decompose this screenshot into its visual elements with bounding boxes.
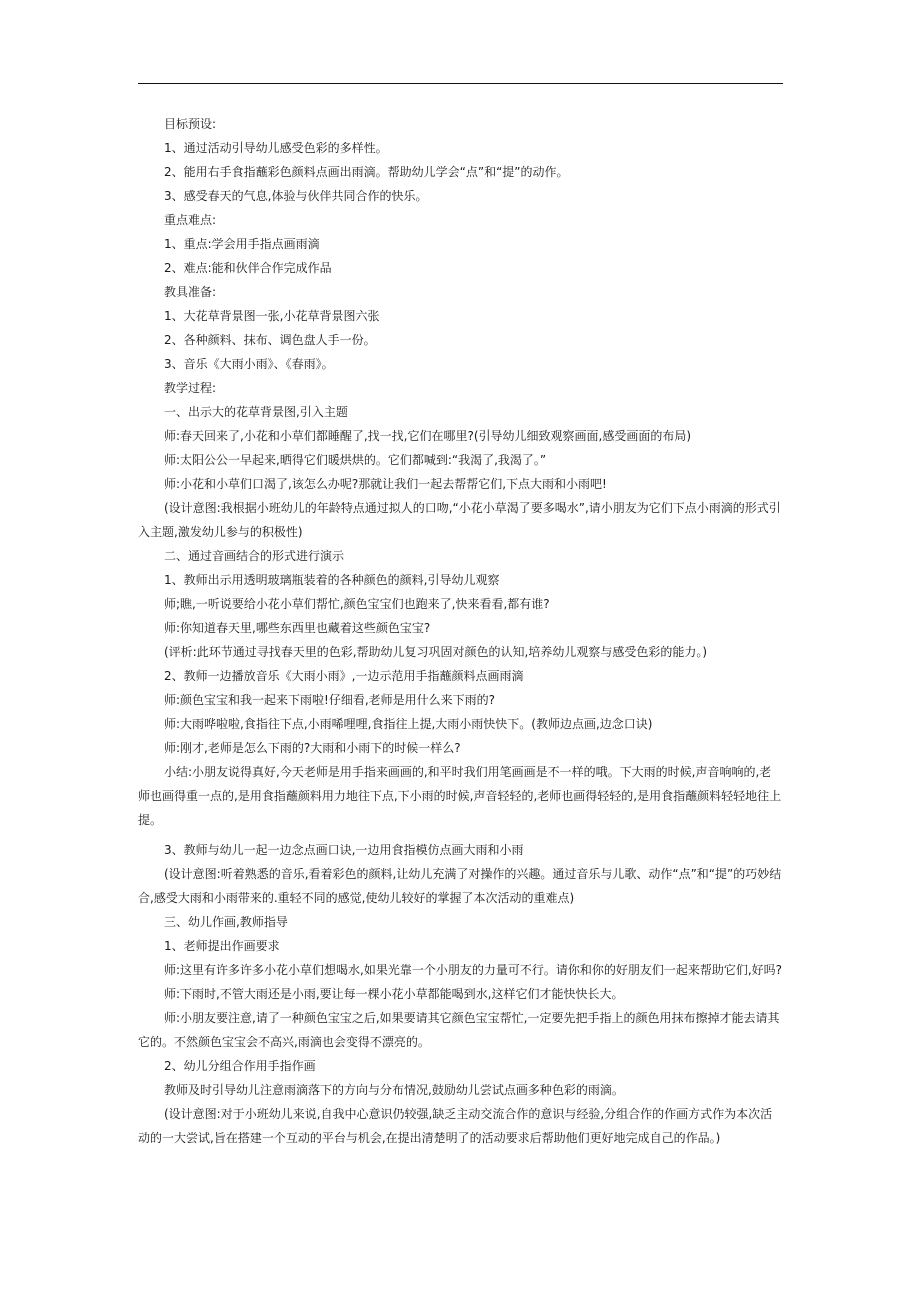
- document-body: [138, 112, 783, 1150]
- goal-3: 3、感受春天的气息,体验与伙伴共同合作的快乐。: [164, 189, 428, 203]
- material-1: 1、大花草背景图一张,小花草背景图六张: [164, 309, 380, 323]
- paragraph: 教师及时引导幼儿注意雨滴落下的方向与分布情况,鼓励幼儿尝试点画多种色彩的雨滴。: [164, 1083, 624, 1097]
- step-title: 2、教师一边播放音乐《大雨小雨》,一边示范用手指蘸颜料点画雨滴: [164, 669, 524, 683]
- paragraph: 师:颜色宝宝和我一起来下雨啦!仔细看,老师是用什么来下雨的?: [164, 693, 496, 707]
- paragraph: 师:你知道春天里,哪些东西里也藏着这些颜色宝宝?: [164, 621, 431, 635]
- step-title: 2、幼儿分组合作用手指作画: [164, 1059, 316, 1073]
- paragraph: 师:小花和小草们口渴了,该怎么办呢?那就让我们一起去帮帮它们,下点大雨和小雨吧!: [164, 477, 607, 491]
- heading-key-points: 重点难点:: [164, 213, 217, 227]
- step-title: 1、教师出示用透明玻璃瓶装着的各种颜色的颜料,引导幼儿观察: [164, 573, 500, 587]
- header-rule: [138, 83, 783, 84]
- material-2: 2、各种颜料、抹布、调色盘人手一份。: [164, 333, 376, 347]
- paragraph: 师:这里有许多许多小花小草们想喝水,如果光靠一个小朋友的力量可不行。请你和你的好朋友们一起来帮助它们,好吗?: [164, 963, 783, 977]
- paragraph: 师:下雨时,不管大雨还是小雨,要让每一棵小花小草都能喝到水,这样它们才能快快长大。: [164, 987, 624, 1001]
- paragraph: 师:春天回来了,小花和小草们都睡醒了,找一找,它们在哪里?(引导幼儿细致观察画面,感受画面的布局): [164, 429, 692, 443]
- section-2-title: 二、通过音画结合的形式进行演示: [164, 549, 345, 563]
- design-note-2: (设计意图:听着熟悉的音乐,看着彩色的颜料,让幼儿充满了对操作的兴趣。通过音乐与儿歌、动作“点”和“提”的巧妙结合,感受大雨和小雨带来的.重轻不同的感觉,使幼儿较好的掌握了本次活动的重难点): [138, 867, 782, 905]
- summary-paragraph: 小结:小朋友说得真好,今天老师是用手指来画画的,和平时我们用笔画画是不一样的哦。下大雨的时候,声音响响的,老师也画得重一点的,是用食指蘸颜料用力地往下点,下小雨的时候,声音轻轻的,老师也画得轻轻的,是用食指蘸颜料轻轻地往上提。: [138, 765, 782, 827]
- comment-note: (评析:此环节通过寻找春天里的色彩,帮助幼儿复习巩固对颜色的认知,培养幼儿观察与感受色彩的能力。): [164, 645, 708, 659]
- paragraph: 师;瞧,一听说要给小花小草们帮忙,颜色宝宝们也跑来了,快来看看,都有谁?: [164, 597, 550, 611]
- design-note-3: (设计意图:对于小班幼儿来说,自我中心意识仍较强,缺乏主动交流合作的意识与经验,分组合作的作画方式作为本次活动的一大尝试,旨在搭建一个互动的平台与机会,在提出清楚明了的活动要求后帮助他们更好地完成自己的作品。): [138, 1107, 773, 1145]
- paragraph: 师:刚才,老师是怎么下雨的?大雨和小雨下的时候一样么?: [164, 741, 461, 755]
- material-3: 3、音乐《大雨小雨》、《春雨》。: [164, 357, 334, 371]
- paragraph: 师:大雨哗啦啦,食指往下点,小雨唏哩哩,食指往上提,大雨小雨快快下。(教师边点画,边念口诀): [164, 717, 653, 731]
- paragraph: 师:小朋友要注意,请了一种颜色宝宝之后,如果要请其它颜色宝宝帮忙,一定要先把手指上的颜色用抹布擦掉才能去请其它的。不然颜色宝宝会不高兴,雨滴也会变得不漂亮的。: [138, 1011, 780, 1049]
- step-title: 3、教师与幼儿一起一边念点画口诀,一边用食指模仿点画大雨和小雨: [164, 843, 524, 857]
- section-1-title: 一、出示大的花草背景图,引入主题: [164, 405, 348, 419]
- goal-2: 2、能用右手食指蘸彩色颜料点画出雨滴。帮助幼儿学会“点”和“提”的动作。: [164, 165, 569, 179]
- paragraph: 师:太阳公公一早起来,晒得它们暖烘烘的。它们都喊到:“我渴了,我渴了。”: [164, 453, 547, 467]
- heading-process: 教学过程:: [164, 381, 217, 395]
- key-point-2: 2、难点:能和伙伴合作完成作品: [164, 261, 332, 275]
- key-point-1: 1、重点:学会用手指点画雨滴: [164, 237, 320, 251]
- goal-1: 1、通过活动引导幼儿感受色彩的多样性。: [164, 141, 388, 155]
- heading-materials: 教具准备:: [164, 285, 217, 299]
- section-3-title: 三、幼儿作画,教师指导: [164, 915, 288, 929]
- heading-goals: 目标预设:: [164, 117, 217, 131]
- step-title: 1、老师提出作画要求: [164, 939, 280, 953]
- design-note-1: (设计意图:我根据小班幼儿的年龄特点通过拟人的口吻,“小花小草渴了要多喝水”,请小朋友为它们下点小雨滴的形式引入主题,激发幼儿参与的积极性): [138, 501, 781, 539]
